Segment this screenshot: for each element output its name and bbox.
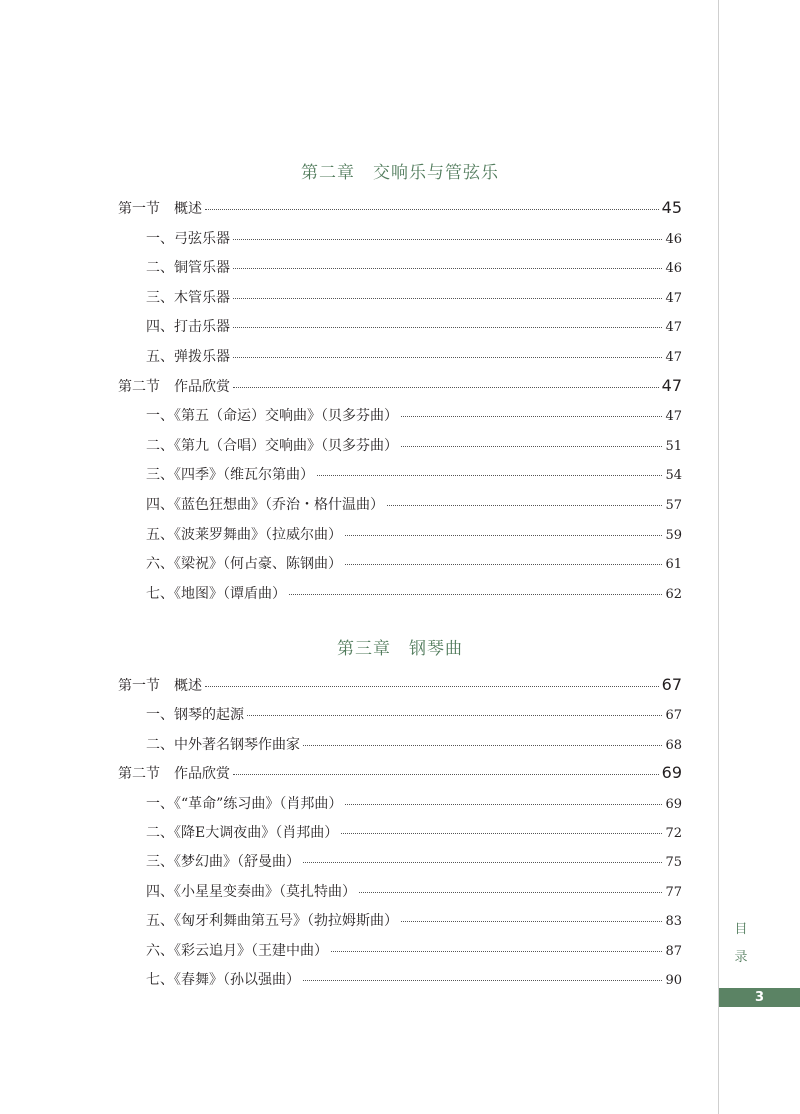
toc-page-number: 69 [665,796,682,812]
dot-leader [205,208,659,210]
toc-page-number: 77 [665,884,682,900]
toc-item-row[interactable] [146,881,682,905]
toc-page-number: 47 [661,375,682,395]
dot-leader [401,415,662,417]
toc-section-row[interactable] [118,376,682,400]
dot-leader [345,563,662,565]
dot-leader [233,326,662,328]
toc-item-row[interactable] [146,704,682,728]
toc-item-row[interactable] [146,940,682,964]
toc-item-row[interactable] [146,494,682,518]
dot-leader [303,979,662,981]
toc-page-number: 59 [665,527,682,543]
toc-entry-label: 第一节 概述 [118,678,202,694]
toc-page-number: 47 [665,409,682,425]
toc-section-row[interactable] [118,763,682,787]
page-number-tab: 3 [719,988,800,1007]
chapter-2-title: 第二章 交响乐与管弦乐 [301,163,499,183]
toc-item-row[interactable] [146,287,682,311]
dot-leader [205,685,659,687]
dot-leader [317,474,662,476]
dot-leader [345,534,662,536]
toc-page-number: 75 [665,855,682,871]
toc-item-row[interactable] [146,793,682,817]
dot-leader [233,356,662,358]
toc-item-row[interactable] [146,405,682,429]
toc-item-row[interactable] [146,346,682,370]
dot-leader [303,744,662,746]
dot-leader [233,238,662,240]
chapter-3-title: 第三章 钢琴曲 [337,639,463,659]
toc-item-row[interactable] [146,851,682,875]
toc-entry-label: 第一节 概述 [118,201,202,217]
toc-item-row[interactable] [146,910,682,934]
toc-page-number: 51 [665,438,682,454]
toc-entry-label: 第二节 作品欣赏 [118,378,230,395]
toc-entry-label: 五、《匈牙利舞曲第五号》（勃拉姆斯曲） [146,913,398,930]
toc-entry-label: 六、《梁祝》（何占豪、陈钢曲） [146,556,342,573]
toc-item-row[interactable] [146,316,682,340]
toc-item-row[interactable] [146,553,682,577]
toc-entry-label: 四、《小星星变奏曲》（莫扎特曲） [146,883,356,900]
toc-entry-label: 七、《春舞》（孙以强曲） [146,972,300,988]
toc-page-number: 83 [665,914,682,930]
toc-page-number: 47 [665,320,682,336]
toc-page-number: 87 [665,943,682,959]
dot-leader [289,593,662,595]
toc-item-row[interactable] [146,969,682,993]
side-label-mu: 目 [734,922,748,937]
toc-page-number: 90 [665,973,682,988]
toc-entry-label: 二、铜管乐器 [146,260,230,277]
toc-page-number: 67 [665,708,682,724]
toc-section-row[interactable] [118,198,682,222]
dot-leader [233,386,659,388]
toc-page-number: 69 [661,763,682,783]
dot-leader [387,504,662,506]
toc-page-number: 45 [661,198,682,217]
toc-entry-label: 第二节 作品欣赏 [118,766,230,783]
toc-item-row[interactable] [146,257,682,281]
toc-page-number: 72 [665,826,682,841]
toc-entry-label: 三、《梦幻曲》（舒曼曲） [146,854,300,871]
toc-entry-label: 二、《第九（合唱）交响曲》（贝多芬曲） [146,437,398,454]
toc-item-row[interactable] [146,822,682,846]
toc-entry-label: 七、《地图》（谭盾曲） [146,585,286,602]
toc-entry-label: 二、中外著名钢琴作曲家 [146,736,300,753]
dot-leader [233,297,662,299]
toc-page-number: 67 [661,675,682,694]
toc-item-row[interactable] [146,464,682,488]
toc-entry-label: 一、《第五（命运）交响曲》（贝多芬曲） [146,408,398,425]
toc-page-number: 61 [665,557,682,573]
dot-leader [233,267,662,269]
side-label-lu: 录 [734,950,748,965]
dot-leader [247,714,662,716]
toc-page-number: 46 [665,261,682,277]
toc-entry-label: 一、钢琴的起源 [146,707,244,724]
toc-entry-label: 五、弹拨乐器 [146,349,230,365]
toc-page-number: 68 [665,737,682,753]
toc-entry-label: 三、木管乐器 [146,289,230,306]
toc-page-number: 47 [665,350,682,365]
toc-item-row[interactable] [146,583,682,607]
toc-page-number: 54 [665,468,682,484]
toc-page-number: 47 [665,290,682,306]
toc-item-row[interactable] [146,228,682,252]
toc-page-number: 62 [665,586,682,602]
dot-leader [401,920,662,922]
toc-item-row[interactable] [146,734,682,758]
toc-page-number: 46 [665,231,682,247]
toc-entry-label: 一、《“革命”练习曲》（肖邦曲） [146,795,343,812]
toc-section-row[interactable] [118,675,682,699]
dot-leader [359,891,662,893]
toc-entry-label: 五、《波莱罗舞曲》（拉威尔曲） [146,526,342,543]
dot-leader [341,832,662,834]
dot-leader [303,861,662,863]
toc-entry-label: 四、打击乐器 [146,319,230,336]
toc-entry-label: 六、《彩云追月》（王建中曲） [146,942,328,959]
toc-entry-label: 一、弓弦乐器 [146,230,230,247]
toc-item-row[interactable] [146,435,682,459]
dot-leader [331,950,662,952]
toc-entry-label: 三、《四季》（维瓦尔第曲） [146,467,314,484]
toc-entry-label: 二、《降E大调夜曲》（肖邦曲） [146,825,339,841]
toc-entry-label: 四、《蓝色狂想曲》（乔治・格什温曲） [146,497,384,513]
dot-leader [401,445,662,447]
dot-leader [233,773,659,775]
toc-page-number: 57 [665,498,682,513]
dot-leader [345,803,662,805]
toc-item-row[interactable] [146,524,682,548]
